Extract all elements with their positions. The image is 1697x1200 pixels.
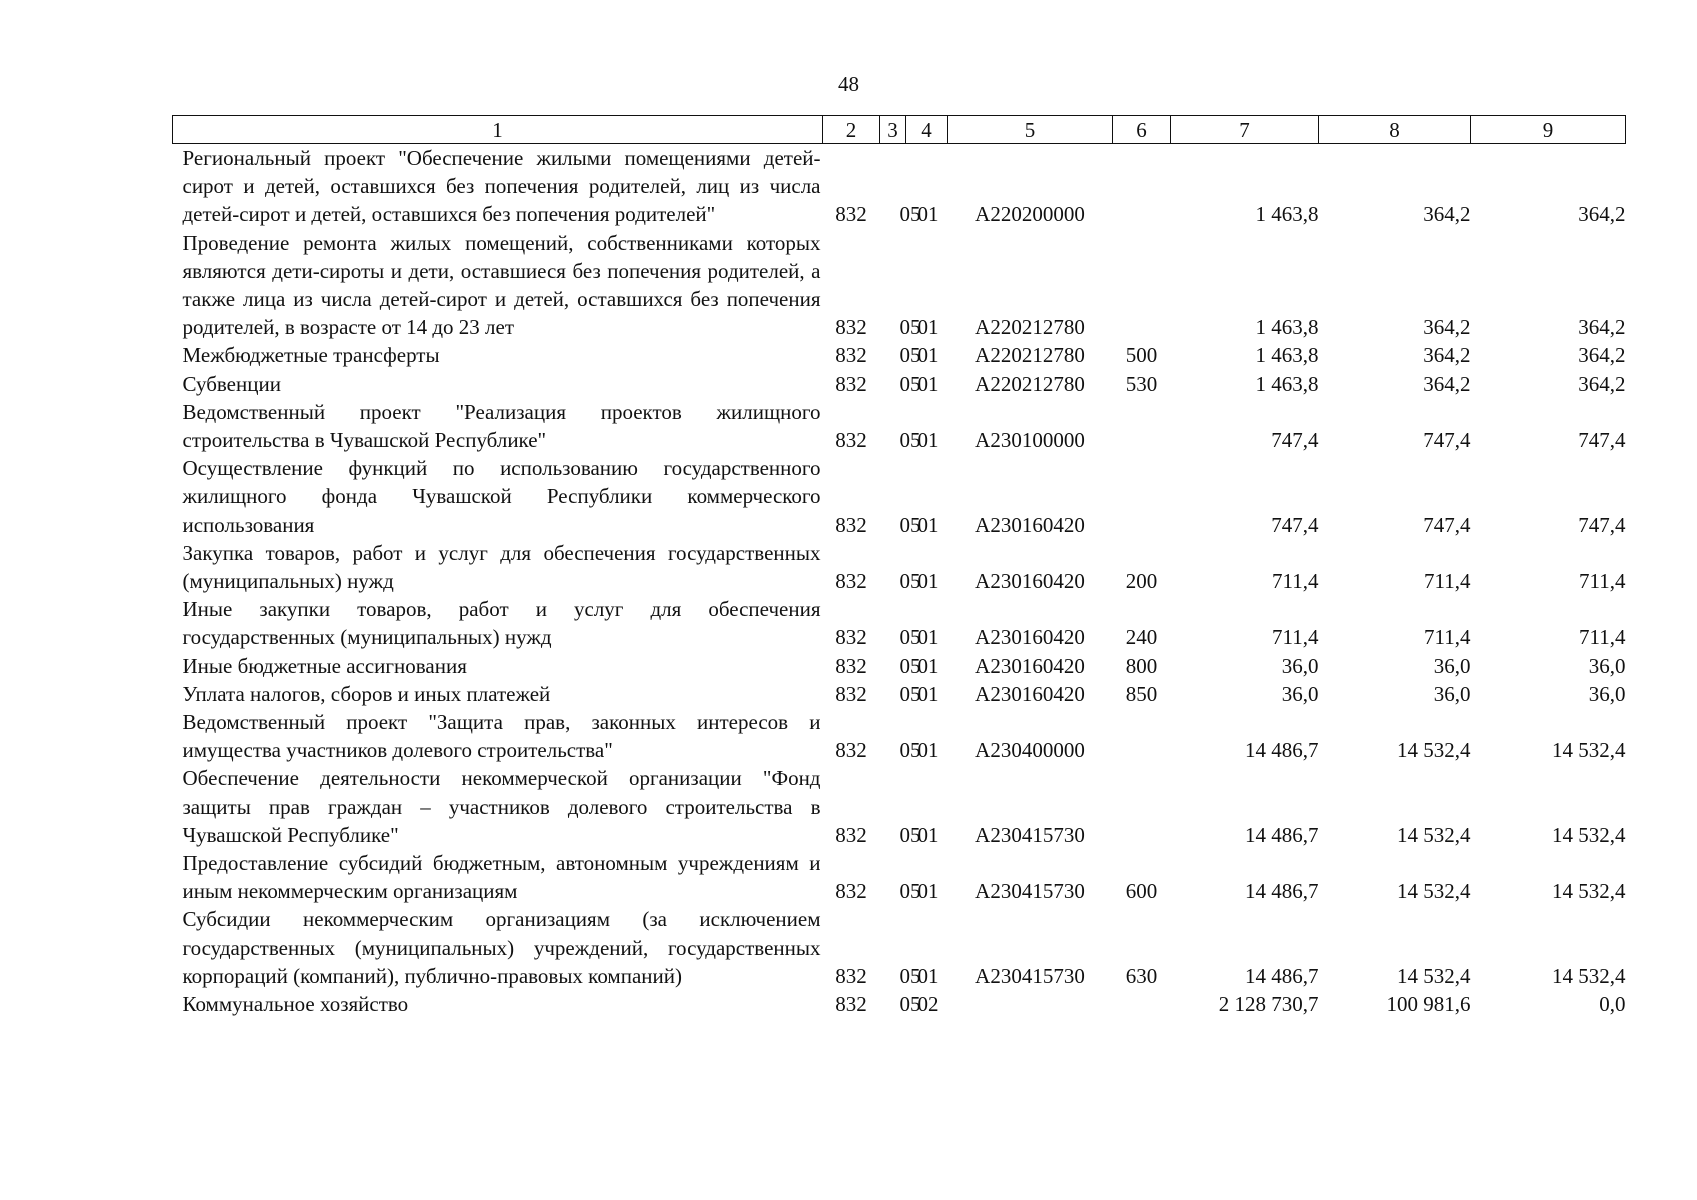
expense-type-code	[1113, 764, 1171, 849]
target-article-code: А220212780	[975, 343, 1085, 368]
subsection-code: 01	[917, 343, 939, 368]
section-code: 05	[899, 569, 921, 594]
amount-col-7: 14 486,7	[1245, 879, 1319, 904]
table-row	[173, 764, 1626, 849]
expense-type-code: 800	[1125, 653, 1158, 678]
table-row	[173, 652, 1626, 680]
target-article-code: А230415730	[975, 879, 1085, 904]
admin-code: 832	[835, 625, 867, 650]
amount-col-7: 14 486,7	[1245, 822, 1319, 847]
row-name: Обеспечение деятельности некоммерческой организации "Фонд защиты прав граждан – участников долевого строительства в Чувашской Республике"	[182, 766, 821, 847]
target-article-code: А230400000	[975, 738, 1085, 763]
amount-col-8: 364,2	[1423, 315, 1471, 340]
admin-code: 832	[835, 738, 867, 763]
column-header: 1	[173, 116, 823, 144]
section-code: 05	[899, 512, 921, 537]
admin-code: 832	[835, 992, 867, 1017]
admin-code: 832	[835, 343, 867, 368]
amount-col-9: 364,2	[1578, 343, 1626, 368]
admin-code: 832	[835, 512, 867, 537]
amount-col-7: 36,0	[1281, 681, 1319, 706]
table-row	[173, 595, 1626, 651]
admin-code: 832	[835, 963, 867, 988]
amount-col-8: 364,2	[1423, 202, 1471, 227]
amount-col-8: 14 532,4	[1397, 963, 1471, 988]
column-header: 2	[823, 116, 880, 144]
amount-col-7: 747,4	[1271, 512, 1319, 537]
section-code: 05	[899, 681, 921, 706]
target-article-code: А230160420	[975, 681, 1085, 706]
section-code: 05	[899, 879, 921, 904]
amount-col-8: 36,0	[1433, 681, 1471, 706]
row-name: Иные бюджетные ассигнования	[182, 653, 467, 678]
amount-col-7: 1 463,8	[1255, 202, 1319, 227]
table-row	[173, 229, 1626, 342]
target-article-code: А230160420	[975, 653, 1085, 678]
amount-col-8: 747,4	[1423, 428, 1471, 453]
row-name: Предоставление субсидий бюджетным, автономным учреждениям и иным некоммерческим организациям	[182, 851, 821, 904]
table-row	[173, 990, 1626, 1018]
section-code: 05	[899, 315, 921, 340]
admin-code: 832	[835, 653, 867, 678]
table-row	[173, 708, 1626, 764]
row-name: Коммунальное хозяйство	[182, 992, 409, 1017]
amount-col-9: 711,4	[1579, 569, 1626, 594]
row-name: Осуществление функций по использованию государственного жилищного фонда Чувашской Республики коммерческого использования	[182, 456, 821, 537]
admin-code: 832	[835, 822, 867, 847]
target-article-code: А220200000	[975, 202, 1085, 227]
column-header: 7	[1171, 116, 1319, 144]
amount-col-9: 0,0	[1599, 992, 1626, 1017]
admin-code: 832	[835, 202, 867, 227]
subsection-code: 01	[917, 428, 939, 453]
table-row	[173, 370, 1626, 398]
table-row	[173, 454, 1626, 539]
amount-col-8: 100 981,6	[1386, 992, 1471, 1017]
amount-col-8: 36,0	[1433, 653, 1471, 678]
expense-type-code: 500	[1125, 343, 1158, 368]
subsection-code: 01	[917, 963, 939, 988]
amount-col-8: 711,4	[1424, 625, 1471, 650]
amount-col-9: 711,4	[1579, 625, 1626, 650]
amount-col-9: 364,2	[1578, 315, 1626, 340]
subsection-code: 01	[917, 512, 939, 537]
admin-code: 832	[835, 315, 867, 340]
row-name: Закупка товаров, работ и услуг для обеспечения государственных (муниципальных) нужд	[182, 540, 821, 594]
amount-col-8: 711,4	[1424, 569, 1471, 594]
amount-col-7: 747,4	[1271, 428, 1319, 453]
amount-col-8: 14 532,4	[1397, 879, 1471, 904]
section-code: 05	[899, 343, 921, 368]
table-row	[173, 849, 1626, 905]
amount-col-7: 1 463,8	[1255, 343, 1319, 368]
amount-col-9: 36,0	[1588, 653, 1626, 678]
expense-type-code: 850	[1125, 681, 1158, 706]
row-name: Субвенции	[182, 371, 281, 396]
target-article-code: А230160420	[975, 625, 1085, 650]
amount-col-9: 747,4	[1578, 512, 1626, 537]
amount-col-7: 1 463,8	[1255, 315, 1319, 340]
section-code: 05	[899, 371, 921, 396]
target-article-code: А230160420	[975, 512, 1085, 537]
section-code: 05	[899, 428, 921, 453]
subsection-code: 02	[917, 992, 939, 1017]
section-code: 05	[899, 625, 921, 650]
row-name: Ведомственный проект "Защита прав, законных интересов и имущества участников долевого строительства"	[182, 710, 821, 763]
expense-type-code: 200	[1125, 569, 1158, 594]
subsection-code: 01	[917, 371, 939, 396]
page-number: 48	[838, 72, 859, 96]
expense-type-code	[1113, 454, 1171, 539]
table-row	[173, 398, 1626, 454]
amount-col-8: 364,2	[1423, 343, 1471, 368]
table-row	[173, 680, 1626, 708]
amount-col-7: 2 128 730,7	[1218, 992, 1319, 1017]
table-row	[173, 905, 1626, 990]
admin-code: 832	[835, 681, 867, 706]
subsection-code: 01	[917, 625, 939, 650]
target-article-code: А230160420	[975, 569, 1085, 594]
amount-col-7: 36,0	[1281, 653, 1319, 678]
admin-code: 832	[835, 569, 867, 594]
row-name: Региональный проект "Обеспечение жилыми помещениями детей-сирот и детей, оставшихся без попечения родителей, лиц из числа детей-сирот и детей, оставшихся без попечения родителей"	[182, 146, 821, 227]
subsection-code: 01	[917, 879, 939, 904]
section-code: 05	[899, 822, 921, 847]
row-name: Проведение ремонта жилых помещений, собственниками которых являются дети-сироты и дети, оставшиеся без попечения родителей, а также лица из числа детей-сирот и детей, оставшихся без попечения родителей, в возрасте от 14 до 23 лет	[182, 230, 821, 340]
amount-col-8: 364,2	[1423, 371, 1471, 396]
table-row	[173, 341, 1626, 369]
amount-col-8: 14 532,4	[1397, 822, 1471, 847]
column-header: 4	[906, 116, 948, 144]
amount-col-9: 14 532,4	[1552, 963, 1626, 988]
row-name: Ведомственный проект "Реализация проектов жилищного строительства в Чувашской Республике"	[182, 399, 821, 453]
subsection-code: 01	[917, 653, 939, 678]
expense-type-code	[1113, 144, 1171, 229]
amount-col-9: 14 532,4	[1552, 738, 1626, 763]
amount-col-7: 711,4	[1272, 625, 1319, 650]
expense-type-code	[1113, 229, 1171, 342]
subsection-code: 01	[917, 738, 939, 763]
subsection-code: 01	[917, 202, 939, 227]
target-article-code: А230415730	[975, 822, 1085, 847]
column-header: 8	[1319, 116, 1471, 144]
section-code: 05	[899, 202, 921, 227]
target-article-code: А230415730	[975, 963, 1085, 988]
amount-col-9: 14 532,4	[1552, 879, 1626, 904]
budget-table	[172, 115, 1626, 1018]
expense-type-code: 530	[1125, 371, 1158, 396]
table-row	[173, 144, 1626, 229]
column-header: 9	[1471, 116, 1626, 144]
amount-col-8: 14 532,4	[1397, 738, 1471, 763]
admin-code: 832	[835, 879, 867, 904]
target-article-code: А230100000	[975, 428, 1085, 453]
amount-col-9: 36,0	[1588, 681, 1626, 706]
expense-type-code	[1113, 398, 1171, 454]
column-header-row	[173, 116, 1626, 144]
subsection-code: 01	[917, 822, 939, 847]
expense-type-code	[1113, 990, 1171, 1018]
row-name: Уплата налогов, сборов и иных платежей	[182, 681, 551, 706]
table-body	[173, 144, 1626, 1019]
amount-col-7: 14 486,7	[1245, 963, 1319, 988]
admin-code: 832	[835, 371, 867, 396]
section-code: 05	[899, 738, 921, 763]
amount-col-9: 364,2	[1578, 371, 1626, 396]
expense-type-code: 630	[1125, 963, 1158, 988]
target-article-code: А220212780	[975, 315, 1085, 340]
amount-col-7: 711,4	[1272, 569, 1319, 594]
amount-col-7: 14 486,7	[1245, 738, 1319, 763]
amount-col-7: 1 463,8	[1255, 371, 1319, 396]
column-header: 3	[880, 116, 906, 144]
section-code: 05	[899, 963, 921, 988]
target-article-code: А220212780	[975, 371, 1085, 396]
expense-type-code: 240	[1125, 625, 1158, 650]
table-row	[173, 539, 1626, 595]
expense-type-code	[1113, 708, 1171, 764]
amount-col-9: 364,2	[1578, 202, 1626, 227]
section-code: 05	[899, 992, 921, 1017]
expense-type-code: 600	[1125, 879, 1158, 904]
subsection-code: 01	[917, 681, 939, 706]
section-code: 05	[899, 653, 921, 678]
subsection-code: 01	[917, 569, 939, 594]
amount-col-8: 747,4	[1423, 512, 1471, 537]
admin-code: 832	[835, 428, 867, 453]
column-header: 5	[948, 116, 1113, 144]
amount-col-9: 14 532,4	[1552, 822, 1626, 847]
row-name: Межбюджетные трансферты	[182, 343, 440, 368]
subsection-code: 01	[917, 315, 939, 340]
column-header: 6	[1113, 116, 1171, 144]
row-name: Иные закупки товаров, работ и услуг для обеспечения государственных (муниципальных) нужд	[182, 597, 821, 650]
row-name: Субсидии некоммерческим организациям (за исключением государственных (муниципальных) учреждений, государственных корпораций (компаний), публично-правовых компаний)	[182, 907, 821, 988]
amount-col-9: 747,4	[1578, 428, 1626, 453]
target-article-code	[948, 990, 1113, 1018]
